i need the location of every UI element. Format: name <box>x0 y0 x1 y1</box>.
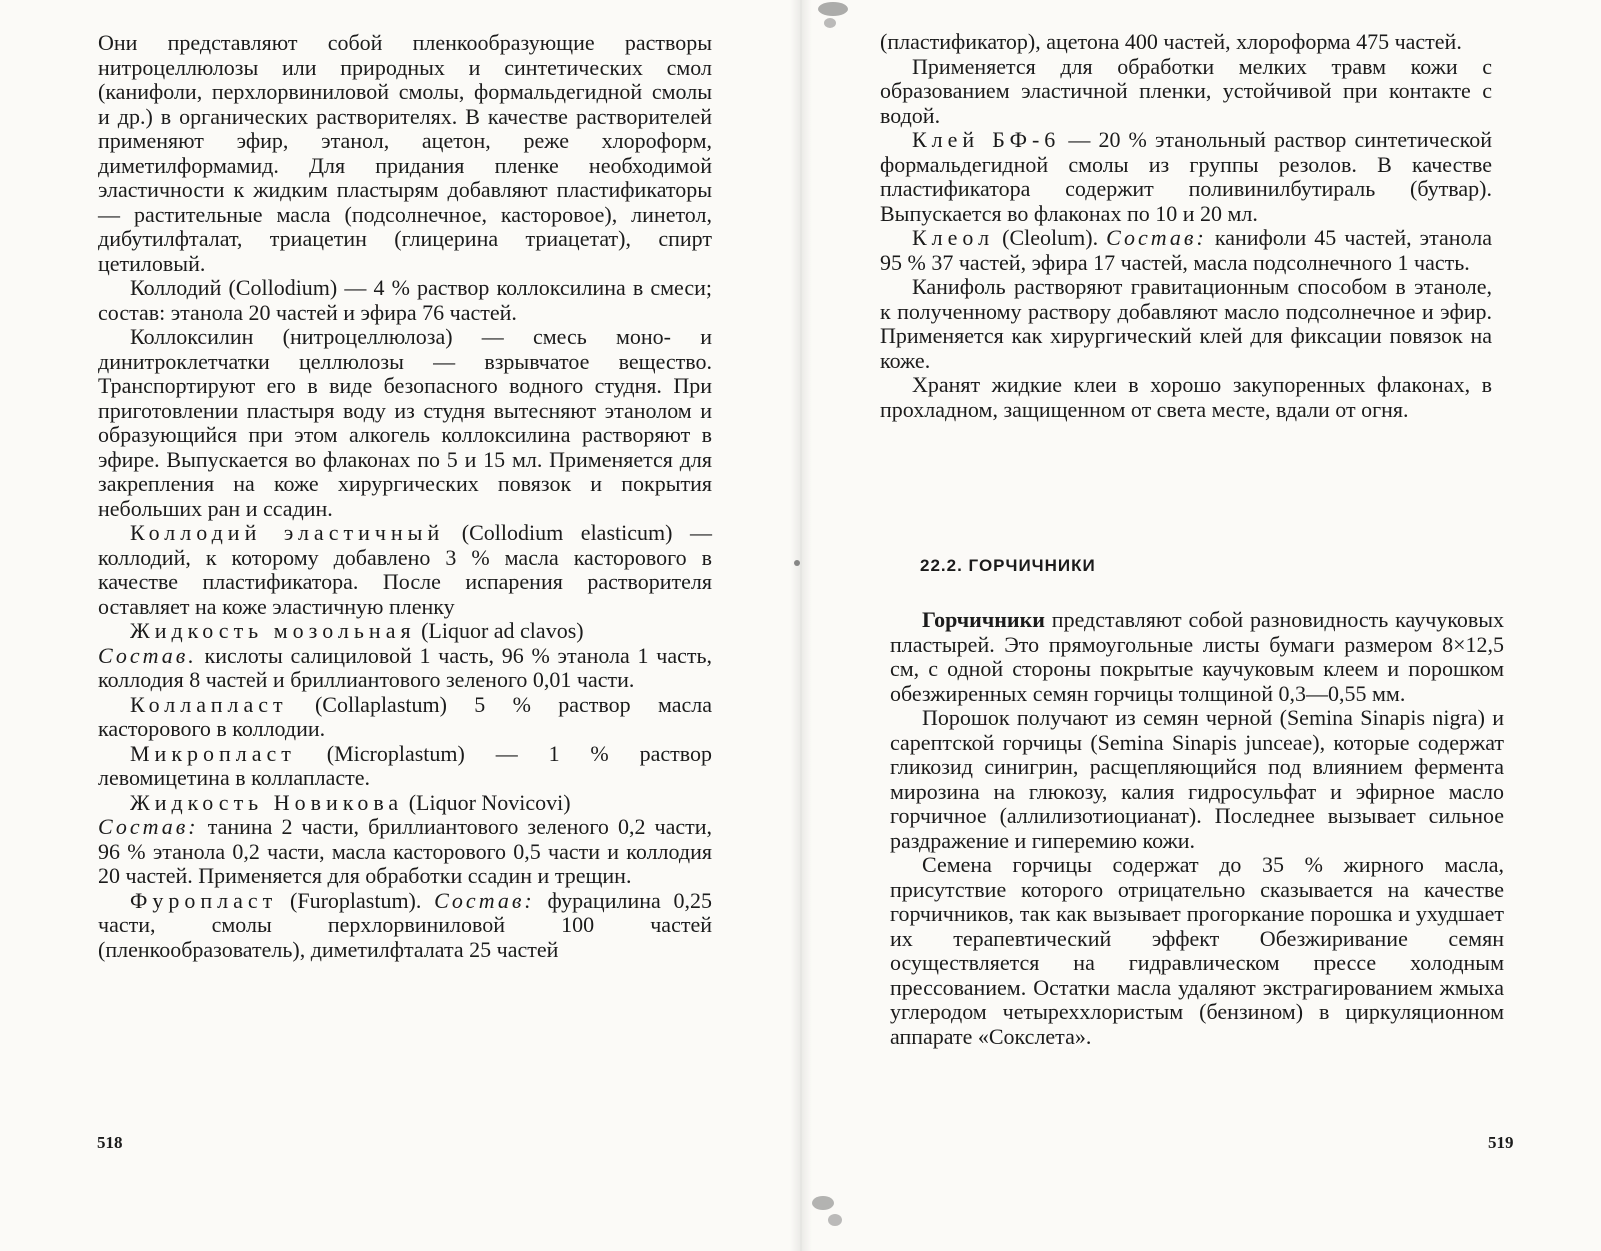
composition-label: Состав: <box>1106 225 1207 250</box>
page-number-left: 518 <box>97 1133 123 1152</box>
page-number-right: 519 <box>1488 1133 1514 1152</box>
paragraph <box>880 128 1492 226</box>
term: Фуропласт <box>130 887 278 913</box>
composition-label: Состав: <box>434 887 535 913</box>
paragraph-text: (Liquor ad clavos) <box>415 618 584 643</box>
term: Коллапласт <box>130 691 288 717</box>
paragraph-text: (Collaplastum) 5 % раствор масла касторового в коллодии. <box>98 691 712 741</box>
paragraph-text: (Furoplastum). <box>277 887 435 913</box>
term: Коллодий эластичный <box>130 520 445 545</box>
paragraph: (пластификатор), ацетона 400 частей, хлороформа 475 частей. <box>880 29 1462 54</box>
paragraph <box>98 619 712 644</box>
section-text <box>890 608 1504 1049</box>
right-page-text <box>880 30 1492 422</box>
paragraph <box>880 226 1492 275</box>
paragraph <box>98 693 712 742</box>
paragraph <box>890 608 1504 706</box>
section-heading: 22.2. ГОРЧИЧНИКИ <box>920 556 1096 575</box>
scan-speck <box>818 2 848 16</box>
scan-speck <box>824 18 836 28</box>
book-gutter <box>790 0 812 1251</box>
term: Клеол <box>912 225 995 250</box>
paragraph: Порошок получают из семян черной (Semina Sinapis nigra) и сарептской горчицы (Semina Sinapis junceae), которые содержат гликозид синигрин, расщепляющийся под влиянием фермента мирозина на глюкозу, калия гидросульфат и эфирное масло горчичное (аллилизотиоцианат). Последнее вызывает сильное раздражение и гиперемию кожи. <box>890 705 1504 853</box>
paragraph: Коллоксилин (нитроцеллюлоза) — смесь моно- и динитроклетчатки целлюлозы — взрывчатое вещество. Транспортируют его в виде безопасного водного студня. При приготовлении пластыря воду из студня вытесняют этанолом и образующийся при этом алкогель коллоксилина растворяют в эфире. Выпускается во флаконах по 5 и 15 мл. Применяется для закрепления на коже хирургических повязок и покрытия небольших ран и ссадин. <box>98 324 712 521</box>
paragraph <box>98 889 712 963</box>
term: Микропласт <box>130 740 296 766</box>
paragraph-text: (Liquor Novicovi) <box>403 789 571 815</box>
paragraph: Применяется для обработки мелких травм кожи с образованием эластичной пленки, устойчивой при контакте с водой. <box>880 53 1492 128</box>
scan-speck <box>812 1196 834 1210</box>
term: Клей БФ-6 <box>912 127 1061 152</box>
scan-speck <box>828 1214 842 1226</box>
scan-speck <box>794 560 800 566</box>
paragraph-text: (Cleolum). <box>994 225 1107 250</box>
paragraph <box>98 644 712 693</box>
left-page-text <box>98 31 712 962</box>
paragraph <box>98 791 712 816</box>
composition-label: Состав. <box>98 642 197 668</box>
paragraph-text: канифоли 45 частей, этанола 95 % 37 частей, эфира 17 частей, масла подсолнечного 1 часть. <box>880 225 1492 275</box>
paragraph <box>98 815 712 889</box>
paragraph-text: кислоты салициловой 1 часть, 96 % этанола 1 часть, коллодия 8 частей и бриллиантового зеленого 0,01 части. <box>98 642 712 692</box>
paragraph: Канифоль растворяют гравитационным способом в этаноле, к полученному раствору добавляют масло подсолнечное и эфир. Применяется как хирургический клей для фиксации повязок на коже. <box>880 274 1492 373</box>
paragraph-text: (Microplastum) — 1 % раствор левомицетина в коллапласте. <box>98 740 712 790</box>
term-bold: Горчичники <box>922 607 1045 632</box>
paragraph-text: танина 2 части, бриллиантового зеленого 0,2 части, 96 % этанола 0,2 части, масла касторового 0,5 части и коллодия 20 частей. Применяется для обработки ссадин и трещин. <box>98 814 712 888</box>
paragraph: Они представляют собой пленкообразующие растворы нитроцеллюлозы или природных и синтетических смол (канифоли, перхлорвиниловой смолы, формальдегидной смолы и др.) в органических растворителях. В качестве растворителей применяют эфир, этанол, ацетон, реже хлороформ, диметилформамид. Для придания пленке необходимой эластичности к жидким пластырям добавляют пластификаторы — растительные масла (подсолнечное, касторовое), линетол, дибутилфталат, триацетин (глицерина триацетат), спирт цетиловый. <box>98 30 712 276</box>
paragraph-text: (Collodium elasticum) — коллодий, к которому добавлено 3 % масла касторового в качестве пластификатора. После испарения растворителя оставляет на коже эластичную пленку <box>98 520 712 619</box>
composition-label: Состав: <box>98 814 199 839</box>
paragraph: Коллодий (Collodium) — 4 % раствор коллоксилина в смеси; состав: этанола 20 частей и эфира 76 частей. <box>98 275 712 325</box>
term: Жидкость мозольная <box>130 618 416 643</box>
paragraph <box>98 521 712 619</box>
term: Жидкость Новикова <box>130 789 404 815</box>
paragraph: Хранят жидкие клеи в хорошо закупоренных флаконах, в прохладном, защищенном от света месте, вдали от огня. <box>880 372 1492 422</box>
paragraph-text: фурацилина 0,25 части, смолы перхлорвиниловой 100 частей (пленкообразователь), диметилфталата 25 частей <box>98 887 712 962</box>
paragraph-text: — 20 % этанольный раствор синтетической формальдегидной смолы из группы резолов. В качестве пластификатора содержит поливинилбутираль (бутвар). Выпускается во флаконах по 10 и 20 мл. <box>880 127 1493 226</box>
paragraph <box>98 742 712 791</box>
paragraph: Семена горчицы содержат до 35 % жирного масла, присутствие которого отрицательно сказывается на качестве горчичников, так как вызывает прогоркание порошка и ухудшает их терапевтический эффект Обезжиривание семян осуществляется на гидравлическом прессе холодным прессованием. Остатки масла удаляют экстрагированием жмыха углеродом четыреххлористым (бензином) в циркуляционном аппарате «Сокслета». <box>890 852 1504 1049</box>
paragraph-text: представляют собой разновидность каучуковых пластырей. Это прямоугольные листы бумаги размером 8×12,5 см, с одной стороны покрытые каучуковым клеем и порошком обезжиренных семян горчицы толщиной 0,3—0,55 мм. <box>890 607 1504 706</box>
